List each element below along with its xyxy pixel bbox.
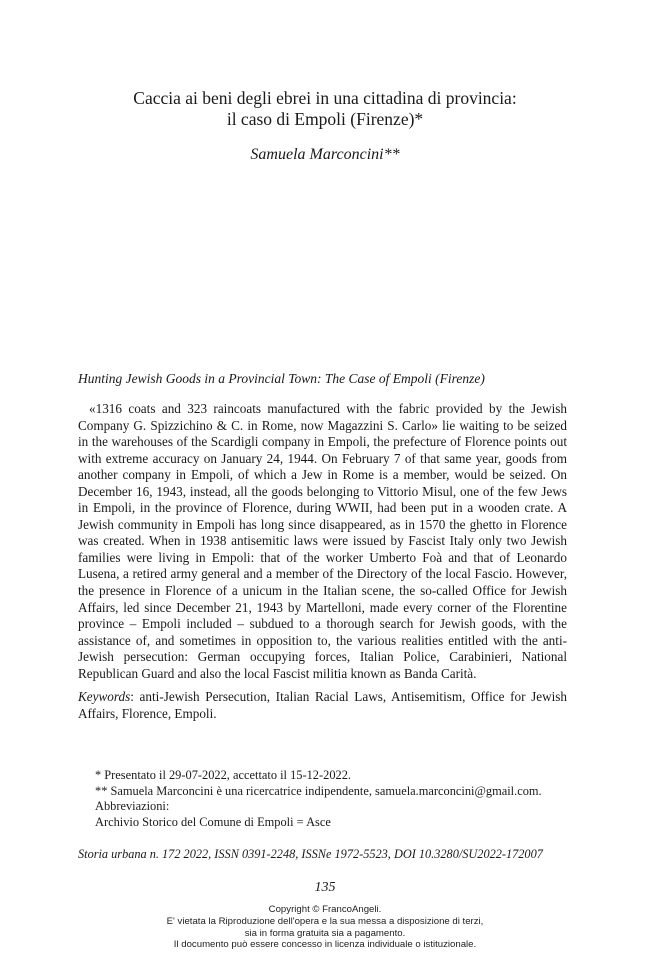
article-title: [78, 88, 572, 130]
copyright-line-3: sia in forma gratuita sia a pagamento.: [244, 927, 406, 939]
copyright-line-1: Copyright © FrancoAngeli.: [268, 904, 382, 915]
footnote-submission-dates: * Presentato il 29-07-2022, accettato il 15-12-2022.: [95, 768, 352, 782]
abstract-paragraph: «1316 coats and 323 raincoats manufactured with the fabric provided by the Jewish Company G. Spizzichino & C. in Rome, now Magazzini S. Carlo» lie waiting to be seized in the warehouses of the Scardigli company in Empoli, the prefecture of Florence points out with extreme accuracy on January 24, 1944. On February 7 of that same year, goods from another company in Empoli, of which a Jew in Rome is a member, would be seized. On December 16, 1943, instead, all the goods belonging to Vittorio Misul, one of the few Jews in Empoli, in the province of Florence, during WWII, had been put in a wooden crate. A Jewish community in Empoli has long since disappeared, as in 1570 the ghetto in Florence was created. When in 1938 antisemitic laws were issued by Fascist Italy only two Jewish families were living in Empoli: that of the worker Umberto Foà and that of Leonardo Lusena, a retired army general and a member of the Directory of the local Fascio. However, the presence in Florence of a unicum in the Italian scene, the so-called Office for Jewish Affairs, led since December 21, 1943 by Martelloni, made every corner of the Florentine province – Empoli included – subdued to a thorough search for Jewish goods, with the assistance of, and sometimes in opposition to, the various realities entitled with the anti-Jewish persecution: German occupying forces, Italian Police, Carabinieri, National Republican Guard and also the local Fascist militia known as Banda Carità.: [78, 401, 567, 681]
author-name: Samuela Marconcini**: [250, 146, 400, 163]
copyright-notice: [0, 904, 650, 951]
footnotes: [95, 768, 575, 830]
copyright-line-2: E' vietata la Riproduzione dell'opera e la sua messa a disposizione di terzi,: [166, 915, 484, 927]
english-title: Hunting Jewish Goods in a Provincial Town: The Case of Empoli (Firenze): [78, 371, 485, 386]
article-title-line-2: il caso di Empoli (Firenze)*: [226, 109, 424, 129]
footnote-abbreviations-label: Abbreviazioni:: [95, 799, 170, 814]
footnote-abbreviation-entry: Archivio Storico del Comune di Empoli = Asce: [95, 814, 331, 829]
article-title-line-1: Caccia ai beni degli ebrei in una cittadina di provincia:: [133, 88, 517, 108]
keywords-label: Keywords: [78, 689, 131, 704]
footnote-author-info: ** Samuela Marconcini è una ricercatrice indipendente, samuela.marconcini@gmail.com.: [95, 783, 542, 798]
keywords-list: : anti-Jewish Persecution, Italian Racial Laws, Antisemitism, Office for Jewish Affairs, Florence, Empoli.: [78, 689, 567, 721]
keywords-paragraph: [78, 689, 567, 722]
journal-citation: Storia urbana n. 172 2022, ISSN 0391-2248, ISSNe 1972-5523, DOI 10.3280/SU2022-172007: [78, 847, 543, 861]
copyright-line-4: Il documento può essere concesso in licenza individuale o istituzionale.: [173, 939, 477, 951]
page-number: 135: [314, 880, 336, 895]
